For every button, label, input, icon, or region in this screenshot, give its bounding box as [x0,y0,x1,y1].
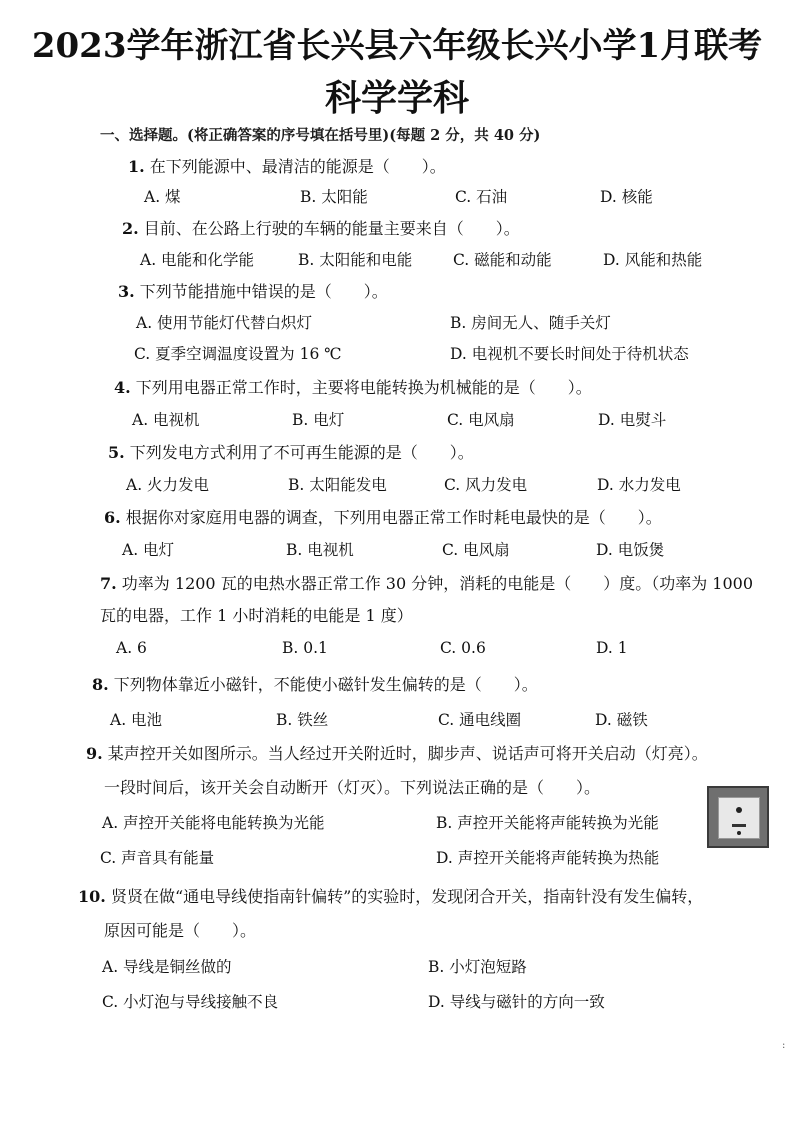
option-d: D. 电视机不要长时间处于待机状态 [450,345,689,363]
question-number: 10. [78,887,106,906]
option-c: C. 石油 [455,188,508,206]
option-b: B. 电视机 [286,541,354,559]
question-text: 功率为 1200 瓦的电热水器正常工作 30 分钟，消耗的电能是（ ）度。（功率为 1000 [121,574,754,593]
switch-plate [718,797,760,839]
option-d: D. 核能 [600,188,653,206]
question-text: 贤贤在做“通电导线使指南针偏转”的实验时，发现闭合开关，指南针没有发生偏转， [110,887,704,906]
scan-mark: : [782,1040,786,1051]
question-8 [92,672,538,695]
question-10-continuation: 原因可能是（ ）。 [104,921,257,940]
section-heading: 一、选择题。(将正确答案的序号填在括号里)(每题 2 分，共 40 分) [100,127,541,144]
option-d: D. 导线与磁针的方向一致 [428,993,605,1011]
question-text: 根据你对家庭用电器的调查，下列用电器正常工作时耗电最快的是（ ）。 [125,508,662,527]
option-a: A. 电池 [110,711,163,729]
option-c: C. 小灯泡与导线接触不良 [102,993,279,1011]
option-d: D. 声控开关能将声能转换为热能 [436,849,660,867]
question-5 [108,440,474,463]
option-a: A. 煤 [144,188,181,206]
question-text: 目前、在公路上行驶的车辆的能量主要来自（ ）。 [143,219,520,238]
option-b: B. 房间无人、随手关灯 [450,314,611,332]
exam-subject: 科学学科 [324,77,469,119]
option-c: C. 风力发电 [444,476,528,494]
option-a: A. 声控开关能将电能转换为光能 [102,814,325,832]
question-6 [104,505,662,528]
exam-title: 2023学年浙江省长兴县六年级长兴小学1月联考 [31,26,763,66]
question-text: 下列发电方式利用了不可再生能源的是（ ）。 [129,443,474,462]
switch-indicator [732,824,746,827]
option-c: C. 0.6 [440,639,486,657]
question-text: 某声控开关如图所示。当人经过开关附近时，脚步声、说话声可将开关启动（灯亮）。 [107,744,708,763]
option-c: C. 磁能和动能 [453,251,552,269]
question-7 [100,571,753,594]
option-b: B. 0.1 [282,639,328,657]
option-a: A. 电灯 [122,541,175,559]
option-b: B. 小灯泡短路 [428,958,527,976]
option-d: D. 1 [596,639,628,657]
question-text: 下列节能措施中错误的是（ ）。 [139,282,388,301]
option-a: A. 电视机 [132,411,200,429]
question-text: 在下列能源中、最清洁的能源是（ ）。 [149,157,446,176]
option-b: B. 太阳能发电 [288,476,387,494]
option-c: C. 夏季空调温度设置为 16 ℃ [134,345,342,363]
question-4 [114,375,592,398]
question-number: 3. [118,282,135,301]
option-d: D. 风能和热能 [603,251,703,269]
question-number: 9. [86,744,103,763]
question-number: 8. [92,675,109,694]
option-b: B. 电灯 [292,411,345,429]
question-text: 下列用电器正常工作时，主要将电能转换为机械能的是（ ）。 [135,378,592,397]
option-c: C. 通电线圈 [438,711,522,729]
option-a: A. 电能和化学能 [140,251,255,269]
option-c: C. 电风扇 [442,541,510,559]
question-10 [78,884,703,907]
question-9 [86,741,708,764]
option-b: B. 声控开关能将声能转换为光能 [436,814,659,832]
option-a: A. 火力发电 [126,476,210,494]
option-c: C. 电风扇 [447,411,515,429]
option-a: A. 导线是铜丝做的 [102,958,232,976]
option-b: B. 铁丝 [276,711,329,729]
option-d: D. 水力发电 [597,476,681,494]
option-b: B. 太阳能 [300,188,368,206]
question-text: 下列物体靠近小磁针，不能使小磁针发生偏转的是（ ）。 [113,675,538,694]
question-number: 7. [100,574,117,593]
question-number: 1. [128,157,145,176]
question-7-continuation: 瓦的电器，工作 1 小时消耗的电能是 1 度） [100,606,413,625]
question-3 [118,279,388,302]
question-9-continuation: 一段时间后，该开关会自动断开（灯灭）。下列说法正确的是（ ）。 [104,778,601,797]
question-number: 4. [114,378,131,397]
option-b: B. 太阳能和电能 [298,251,413,269]
sound-switch-photo [707,786,769,848]
question-number: 2. [122,219,139,238]
question-1 [128,154,446,177]
option-a: A. 6 [116,639,147,657]
option-d: D. 电熨斗 [598,411,667,429]
question-number: 6. [104,508,121,527]
option-d: D. 磁铁 [595,711,648,729]
question-number: 5. [108,443,125,462]
sensor-dot [736,807,742,813]
option-c: C. 声音具有能量 [100,849,215,867]
sensor-dot [737,831,741,835]
option-d: D. 电饭煲 [596,541,665,559]
question-2 [122,216,520,239]
option-a: A. 使用节能灯代替白炽灯 [136,314,313,332]
